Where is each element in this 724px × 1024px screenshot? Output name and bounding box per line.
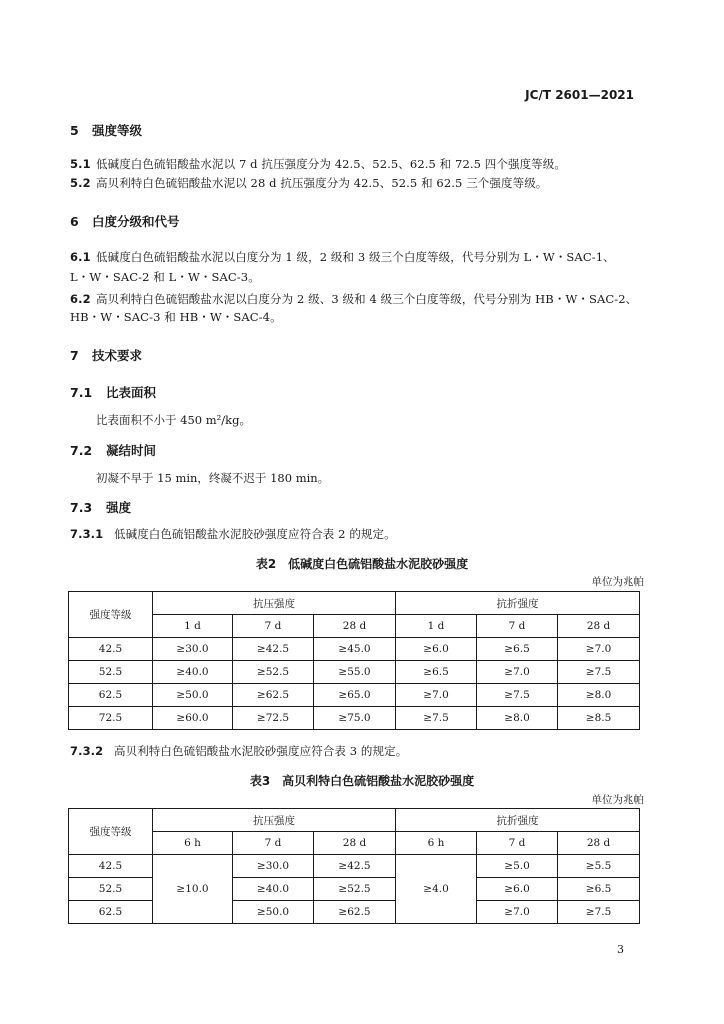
table-2 xyxy=(68,591,640,730)
table-header-row xyxy=(69,809,640,832)
table-cell: ≥65.0 xyxy=(314,684,396,707)
table-3-caption: 表3 高贝利特白色硫铝酸盐水泥胶砂强度 xyxy=(249,774,475,788)
para-text: 低碱度白色硫铝酸盐水泥以 7 d 抗压强度分为 42.5、52.5、62.5 和 72.5 四个强度等级。 xyxy=(96,157,566,171)
flexural-strength-header: 抗折强度 xyxy=(396,809,640,832)
table-cell: 52.5 xyxy=(69,661,153,684)
para-5-2 xyxy=(70,175,547,191)
table-cell: ≥42.5 xyxy=(233,638,314,661)
section-number: 7.1 xyxy=(70,385,93,400)
table-row xyxy=(69,661,640,684)
grade-header: 强度等级 xyxy=(69,592,153,638)
table-age-row xyxy=(69,832,640,855)
age-header: 7 d xyxy=(233,832,314,855)
table-cell: ≥5.5 xyxy=(558,855,640,878)
table-cell: ≥50.0 xyxy=(233,901,314,924)
table-cell: ≥55.0 xyxy=(314,661,396,684)
section-number: 7 xyxy=(70,348,79,363)
table-cell: ≥45.0 xyxy=(314,638,396,661)
flexural-strength-header: 抗折强度 xyxy=(396,592,640,615)
para-6-1-line2: L・W・SAC-2 和 L・W・SAC-3。 xyxy=(70,270,260,284)
table-cell: ≥40.0 xyxy=(153,661,233,684)
age-header: 6 h xyxy=(396,832,477,855)
table-age-row xyxy=(69,615,640,638)
age-header: 7 d xyxy=(477,832,558,855)
table-cell: ≥7.5 xyxy=(396,707,477,730)
section-7-3-heading xyxy=(70,498,131,516)
para-number: 6.1 xyxy=(70,250,91,264)
table-cell: ≥30.0 xyxy=(233,855,314,878)
para-7-2-text: 初凝不早于 15 min，终凝不迟于 180 min。 xyxy=(96,471,330,485)
table-cell: ≥42.5 xyxy=(314,855,396,878)
section-title: 强度 xyxy=(106,500,132,515)
table-2-caption: 表2 低碱度白色硫铝酸盐水泥胶砂强度 xyxy=(255,557,469,571)
table-row xyxy=(69,638,640,661)
table-cell: ≥30.0 xyxy=(153,638,233,661)
para-6-2-line1 xyxy=(70,291,637,307)
para-7-3-1 xyxy=(70,526,396,542)
age-header: 6 h xyxy=(153,832,233,855)
compressive-strength-header: 抗压强度 xyxy=(153,592,396,615)
section-title: 强度等级 xyxy=(92,123,143,138)
table-cell: ≥40.0 xyxy=(233,878,314,901)
table-cell: ≥7.0 xyxy=(396,684,477,707)
standard-code: JC/T 2601—2021 xyxy=(525,88,634,102)
para-6-2-line2: HB・W・SAC-3 和 HB・W・SAC-4。 xyxy=(70,310,282,324)
table-3-unit: 单位为兆帕 xyxy=(591,794,644,806)
age-header: 7 d xyxy=(233,615,314,638)
table-cell: 42.5 xyxy=(69,855,153,878)
para-number: 5.1 xyxy=(70,157,91,171)
section-number: 6 xyxy=(70,214,79,229)
section-title: 技术要求 xyxy=(92,348,143,363)
age-header: 7 d xyxy=(477,615,558,638)
age-header: 28 d xyxy=(314,615,396,638)
table-cell-6h-flexural: ≥4.0 xyxy=(396,855,477,924)
table-cell: ≥8.5 xyxy=(558,707,640,730)
section-7-1-heading xyxy=(70,383,156,401)
table-cell: ≥6.5 xyxy=(477,638,558,661)
table-cell: ≥6.0 xyxy=(396,638,477,661)
para-7-1-text: 比表面积不小于 450 m²/kg。 xyxy=(96,413,251,427)
para-5-1 xyxy=(70,156,566,172)
table-header-row xyxy=(69,592,640,615)
table-cell: ≥8.0 xyxy=(477,707,558,730)
para-text: 高贝利特白色硫铝酸盐水泥以白度分为 2 级、3 级和 4 级三个白度等级，代号分别为 HB・W・SAC-2、 xyxy=(96,292,638,306)
section-number: 5 xyxy=(70,123,79,138)
table-cell: 72.5 xyxy=(69,707,153,730)
para-number: 7.3.1 xyxy=(70,527,104,541)
compressive-strength-header: 抗压强度 xyxy=(153,809,396,832)
para-text: 高贝利特白色硫铝酸盐水泥以 28 d 抗压强度分为 42.5、52.5 和 62.5 三个强度等级。 xyxy=(96,176,548,190)
table-cell: ≥7.5 xyxy=(558,901,640,924)
table-cell: ≥6.5 xyxy=(396,661,477,684)
table-cell: 52.5 xyxy=(69,878,153,901)
table-cell: ≥6.0 xyxy=(477,878,558,901)
section-7-heading xyxy=(70,346,142,364)
grade-header: 强度等级 xyxy=(69,809,153,855)
table-cell: ≥62.5 xyxy=(314,901,396,924)
section-title: 比表面积 xyxy=(106,385,157,400)
para-text: 低碱度白色硫铝酸盐水泥胶砂强度应符合表 2 的规定。 xyxy=(114,527,396,541)
age-header: 28 d xyxy=(558,615,640,638)
age-header: 1 d xyxy=(396,615,477,638)
table-cell: ≥52.5 xyxy=(233,661,314,684)
table-cell: ≥6.5 xyxy=(558,878,640,901)
table-cell: 62.5 xyxy=(69,901,153,924)
age-header: 28 d xyxy=(558,832,640,855)
table-cell: ≥7.0 xyxy=(558,638,640,661)
table-cell: ≥8.0 xyxy=(558,684,640,707)
para-number: 5.2 xyxy=(70,176,91,190)
table-cell: ≥5.0 xyxy=(477,855,558,878)
age-header: 1 d xyxy=(153,615,233,638)
para-7-3-2 xyxy=(70,743,407,759)
table-cell: 42.5 xyxy=(69,638,153,661)
table-cell: ≥7.5 xyxy=(558,661,640,684)
table-row xyxy=(69,855,640,878)
table-cell: ≥75.0 xyxy=(314,707,396,730)
section-5-heading xyxy=(70,121,142,139)
table-cell: ≥52.5 xyxy=(314,878,396,901)
section-title: 凝结时间 xyxy=(106,443,157,458)
para-6-1-line1 xyxy=(70,249,615,265)
table-cell: ≥50.0 xyxy=(153,684,233,707)
para-text: 低碱度白色硫铝酸盐水泥以白度分为 1 级，2 级和 3 级三个白度等级，代号分别为 L・W・SAC-1、 xyxy=(96,250,615,264)
para-number: 6.2 xyxy=(70,292,91,306)
section-6-heading xyxy=(70,212,180,230)
table-cell: ≥62.5 xyxy=(233,684,314,707)
table-cell: ≥7.0 xyxy=(477,901,558,924)
page-number: 3 xyxy=(617,943,624,956)
section-title: 白度分级和代号 xyxy=(92,214,180,229)
table-row xyxy=(69,707,640,730)
table-cell: ≥60.0 xyxy=(153,707,233,730)
table-cell: ≥72.5 xyxy=(233,707,314,730)
table-cell: 62.5 xyxy=(69,684,153,707)
para-number: 7.3.2 xyxy=(70,744,104,758)
section-number: 7.2 xyxy=(70,443,93,458)
para-text: 高贝利特白色硫铝酸盐水泥胶砂强度应符合表 3 的规定。 xyxy=(114,744,408,758)
table-row xyxy=(69,684,640,707)
table-cell-6h-compressive: ≥10.0 xyxy=(153,855,233,924)
table-cell: ≥7.5 xyxy=(477,684,558,707)
section-number: 7.3 xyxy=(70,500,93,515)
section-7-2-heading xyxy=(70,441,156,459)
table-cell: ≥7.0 xyxy=(477,661,558,684)
table-3 xyxy=(68,808,640,924)
table-2-unit: 单位为兆帕 xyxy=(591,576,644,588)
age-header: 28 d xyxy=(314,832,396,855)
